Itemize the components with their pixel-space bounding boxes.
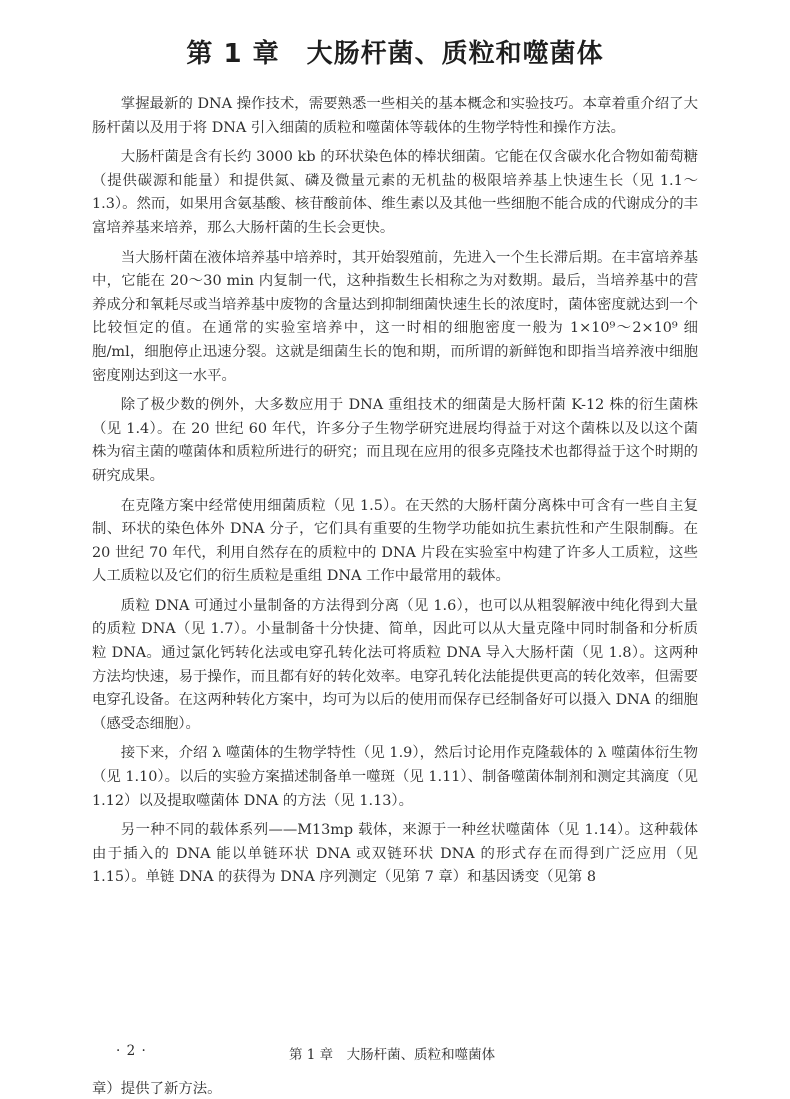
paragraph-growth-phases: 当大肠杆菌在液体培养基中培养时，其开始裂殖前，先进入一个生长滞后期。在丰富培养基中，它能在 20～30 min 内复制一代，这种指数生长相称之为对数期。最后，当培养基中的营养成分和氧耗尽或当培养基中废物的含量达到抑制细菌快速生长的浓度时，菌体密度就达到一个比较恒定的值。在通常的实验室培养中，这一时相的细胞密度一般为 1×10⁹～2×10⁹ 细胞/ml，细胞停止迅速分裂。这就是细菌生长的饱和期，而所谓的新鲜饱和即指当培养液中细胞密度刚达到这一水平。 xyxy=(92,249,698,384)
page-number: · 2 · xyxy=(116,1043,147,1059)
paragraph-lambda-phage: 接下来，介绍 λ 噬菌体的生物学特性（见 1.9），然后讨论用作克隆载体的 λ 噬菌体衍生物（见 1.10）。以后的实验方案描述制备单一噬斑（见 1.11）、制备噬菌体制剂和测定其滴度（见 1.12）以及提取噬菌体 DNA 的方法（见 1.13）。 xyxy=(92,745,698,809)
body-text xyxy=(92,93,698,896)
paragraph-intro: 掌握最新的 DNA 操作技术，需要熟悉一些相关的基本概念和实验技巧。本章着重介绍了大肠杆菌以及用于将 DNA 引入细菌的质粒和噬菌体等载体的生物学特性和操作方法。 xyxy=(92,96,698,136)
paragraph-plasmids: 在克隆方案中经常使用细菌质粒（见 1.5）。在天然的大肠杆菌分离株中可含有一些自主复制、环状的染色体外 DNA 分子，它们具有重要的生物学功能如抗生素抗性和产生限制酶。在 20 世纪 70 年代，利用自然存在的质粒中的 DNA 片段在实验室中构建了许多人工质粒，这些人工质粒以及它们的衍生质粒是重组 DNA 工作中最常用的载体。 xyxy=(92,497,698,585)
paragraph-k12-strain: 除了极少数的例外，大多数应用于 DNA 重组技术的细菌是大肠杆菌 K-12 株的衍生菌株（见 1.4）。在 20 世纪 60 年代，许多分子生物学研究进展均得益于对这个菌株以及以这个菌株为宿主菌的噬菌体和质粒所进行的研究；而且现在应用的很多克隆技术也都得益于这个时期的研究成果。 xyxy=(92,397,698,484)
running-head: 第 1 章 大肠杆菌、质粒和噬菌体 xyxy=(289,1047,496,1063)
page-footer xyxy=(92,1043,698,1063)
chapter-title: 第 1 章 大肠杆菌、质粒和噬菌体 xyxy=(186,39,604,69)
paragraph-plasmid-dna-prep: 质粒 DNA 可通过小量制备的方法得到分离（见 1.6），也可以从粗裂解液中纯化得到大量的质粒 DNA（见 1.7）。小量制备十分快捷、简单，因此可以从大量克隆中同时制备和分析质粒 DNA。通过氯化钙转化法或电穿孔转化法可将质粒 DNA 导入大肠杆菌（见 1.8）。这两种方法均快速，易于操作，而且都有好的转化效率。电穿孔转化法能提供更高的转化效率，但需要电穿孔设备。在这两种转化方案中，均可为以后的使用而保存已经制备好可以摄入 DNA 的细胞（感受态细胞）。 xyxy=(92,597,698,732)
paragraph-ecoli-overview: 大肠杆菌是含有长约 3000 kb 的环状染色体的棒状细菌。它能在仅含碳水化合物如葡萄糖（提供碳源和能量）和提供氮、磷及微量元素的无机盐的极限培养基上快速生长（见 1.1～1.3）。然而，如果用含氨基酸、核苷酸前体、维生素以及其他一些细胞不能合成的代谢成分的丰富培养基来培养，那么大肠杆菌的生长会更快。 xyxy=(92,149,698,236)
paragraph-m13-vectors: 另一种不同的载体系列——M13mp 载体，来源于一种丝状噬菌体（见 1.14）。这种载体由于插入的 DNA 能以单链环状 DNA 或双链环状 DNA 的形式存在而得到广泛应用（见 1.15）。单链 DNA 的获得为 DNA 序列测定（见第 7 章）和基因诱变（见第 8 xyxy=(92,822,698,886)
continuation-text: 章）提供了新方法。 xyxy=(92,1081,222,1097)
